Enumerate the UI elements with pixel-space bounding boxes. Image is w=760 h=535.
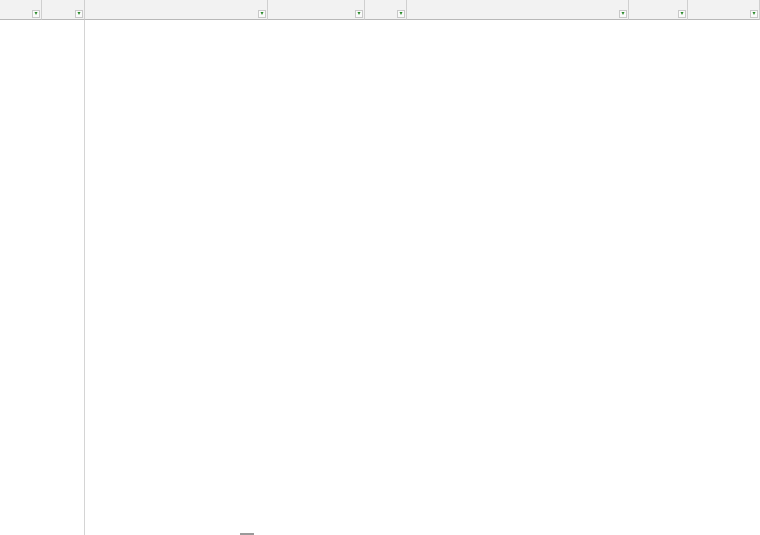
header-formula[interactable]	[407, 0, 629, 20]
header-seq[interactable]	[0, 0, 42, 20]
dropdown-arrow-icon[interactable]: ▾	[355, 10, 363, 18]
building-cell[interactable]	[42, 20, 85, 535]
dropdown-arrow-icon[interactable]: ▾	[619, 10, 627, 18]
header-unit[interactable]	[365, 0, 407, 20]
header-qty[interactable]	[629, 0, 688, 20]
header-part[interactable]	[268, 0, 365, 20]
header-building[interactable]	[42, 0, 85, 20]
header-remark[interactable]	[688, 0, 760, 20]
dropdown-arrow-icon[interactable]: ▾	[397, 10, 405, 18]
dropdown-arrow-icon[interactable]: ▾	[258, 10, 266, 18]
dropdown-arrow-icon[interactable]: ▾	[750, 10, 758, 18]
header-name[interactable]	[85, 0, 268, 20]
dropdown-arrow-icon[interactable]: ▾	[678, 10, 686, 18]
dropdown-arrow-icon[interactable]: ▾	[75, 10, 83, 18]
dropdown-arrow-icon[interactable]: ▾	[32, 10, 40, 18]
